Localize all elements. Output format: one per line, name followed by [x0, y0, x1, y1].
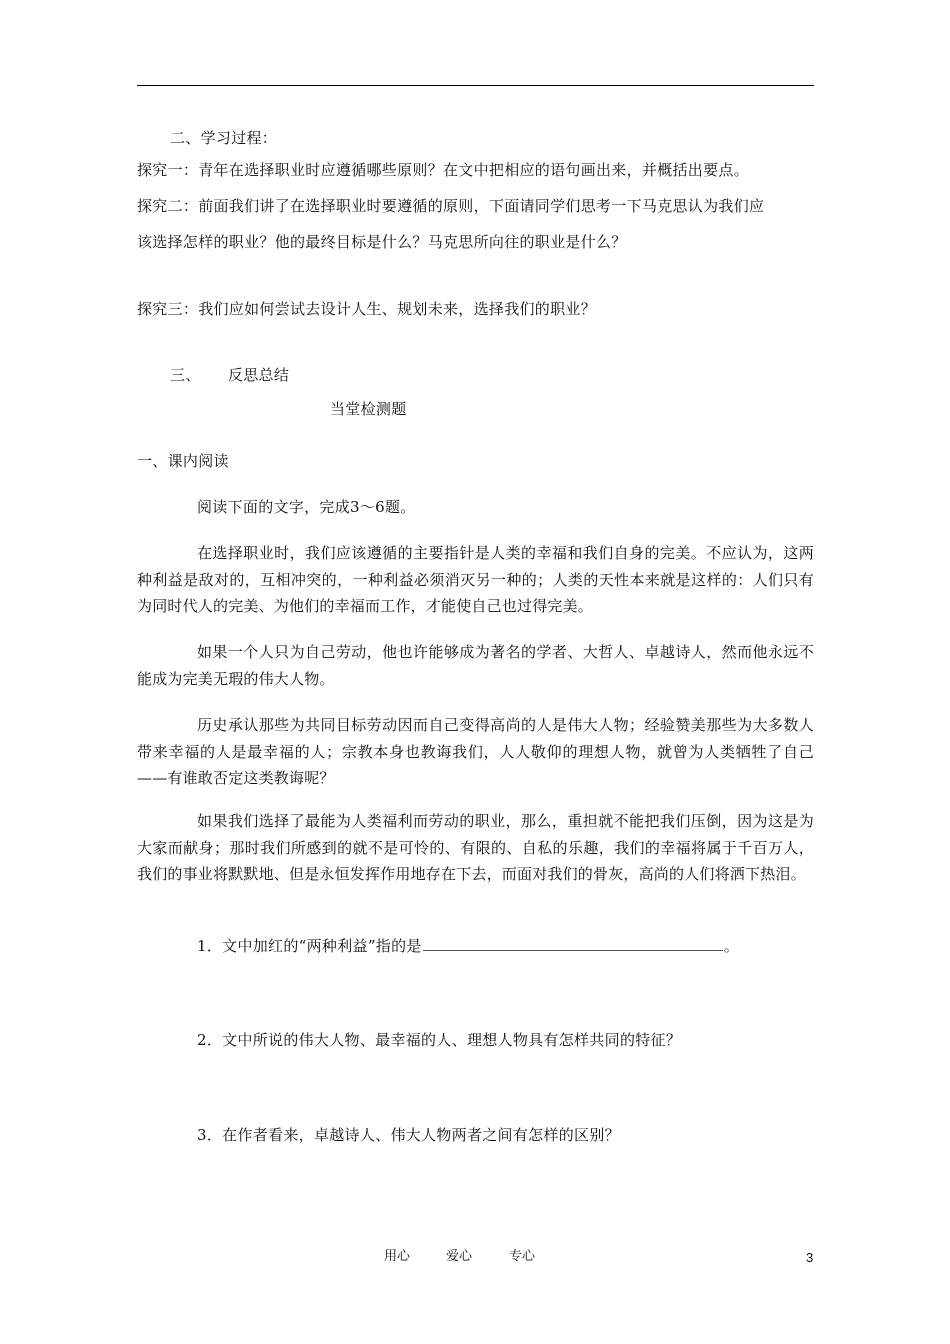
passage-paragraph-2: 如果一个人只为自己劳动，他也许能够成为著名的学者、大哲人、卓越诗人，然而他永远不能成为完美无瑕的伟大人物。 [137, 643, 814, 688]
footer-word-3: 专心 [509, 1249, 536, 1264]
answer-blank-1[interactable] [423, 936, 723, 951]
part-one-heading: 一、课内阅读 [137, 452, 229, 470]
passage-paragraph-1: 在选择职业时，我们应该遵循的主要指针是人类的幸福和我们自身的完美。不应认为，这两种利益是敌对的，互相冲突的，一种利益必须消灭另一种的；人类的天性本来就是这样的：人们只有为同时代人的完美、为他们的幸福而工作，才能使自己也过得完美。 [137, 544, 814, 615]
question-1-text: 1．文中加红的“两种利益”指的是 [197, 937, 422, 955]
inquiry-two-line-2: 该选择怎样的职业？他的最终目标是什么？马克思所向往的职业是什么？ [137, 233, 627, 251]
page-number: 3 [806, 1250, 814, 1265]
question-3: 3．在作者看来，卓越诗人、伟大人物两者之间有怎样的区别？ [197, 1126, 620, 1144]
reading-instruction: 阅读下面的文字，完成3～6题。 [197, 498, 416, 516]
section-three-title: 反思总结 [228, 366, 290, 384]
inquiry-one: 探究一：青年在选择职业时应遵循哪些原则？在文中把相应的语句画出来，并概括出要点。 [137, 161, 750, 179]
question-2: 2．文中所说的伟大人物、最幸福的人、理想人物具有怎样共同的特征？ [197, 1031, 682, 1049]
footer-word-2: 爱心 [446, 1249, 473, 1264]
passage-paragraph-4: 如果我们选择了最能为人类福利而劳动的职业，那么，重担就不能把我们压倒，因为这是为大家而献身；那时我们所感到的就不是可怜的、有限的、自私的乐趣，我们的幸福将属于千百万人，我们的事业将默默地、但是永恒发挥作用地存在下去，而面对我们的骨灰，高尚的人们将洒下热泪。 [137, 812, 814, 883]
section-three-number: 三、 [170, 366, 201, 384]
test-title: 当堂检测题 [330, 400, 407, 418]
inquiry-two-line-1: 探究二：前面我们讲了在选择职业时要遵循的原则，下面请同学们思考一下马克思认为我们应 [137, 197, 765, 215]
header-rule [137, 85, 814, 86]
question-1 [197, 936, 739, 956]
inquiry-three: 探究三：我们应如何尝试去设计人生、规划未来，选择我们的职业？ [137, 300, 597, 318]
passage-paragraph-3: 历史承认那些为共同目标劳动因而自己变得高尚的人是伟大人物；经验赞美那些为大多数人带来幸福的人是最幸福的人；宗教本身也教诲我们，人人敬仰的理想人物，就曾为人类牺牲了自己——有谁敢否定这类教诲呢？ [137, 716, 814, 787]
section-two-heading: 二、学习过程： [170, 129, 278, 147]
question-1-end: 。 [723, 937, 739, 955]
footer-word-1: 用心 [384, 1249, 411, 1264]
